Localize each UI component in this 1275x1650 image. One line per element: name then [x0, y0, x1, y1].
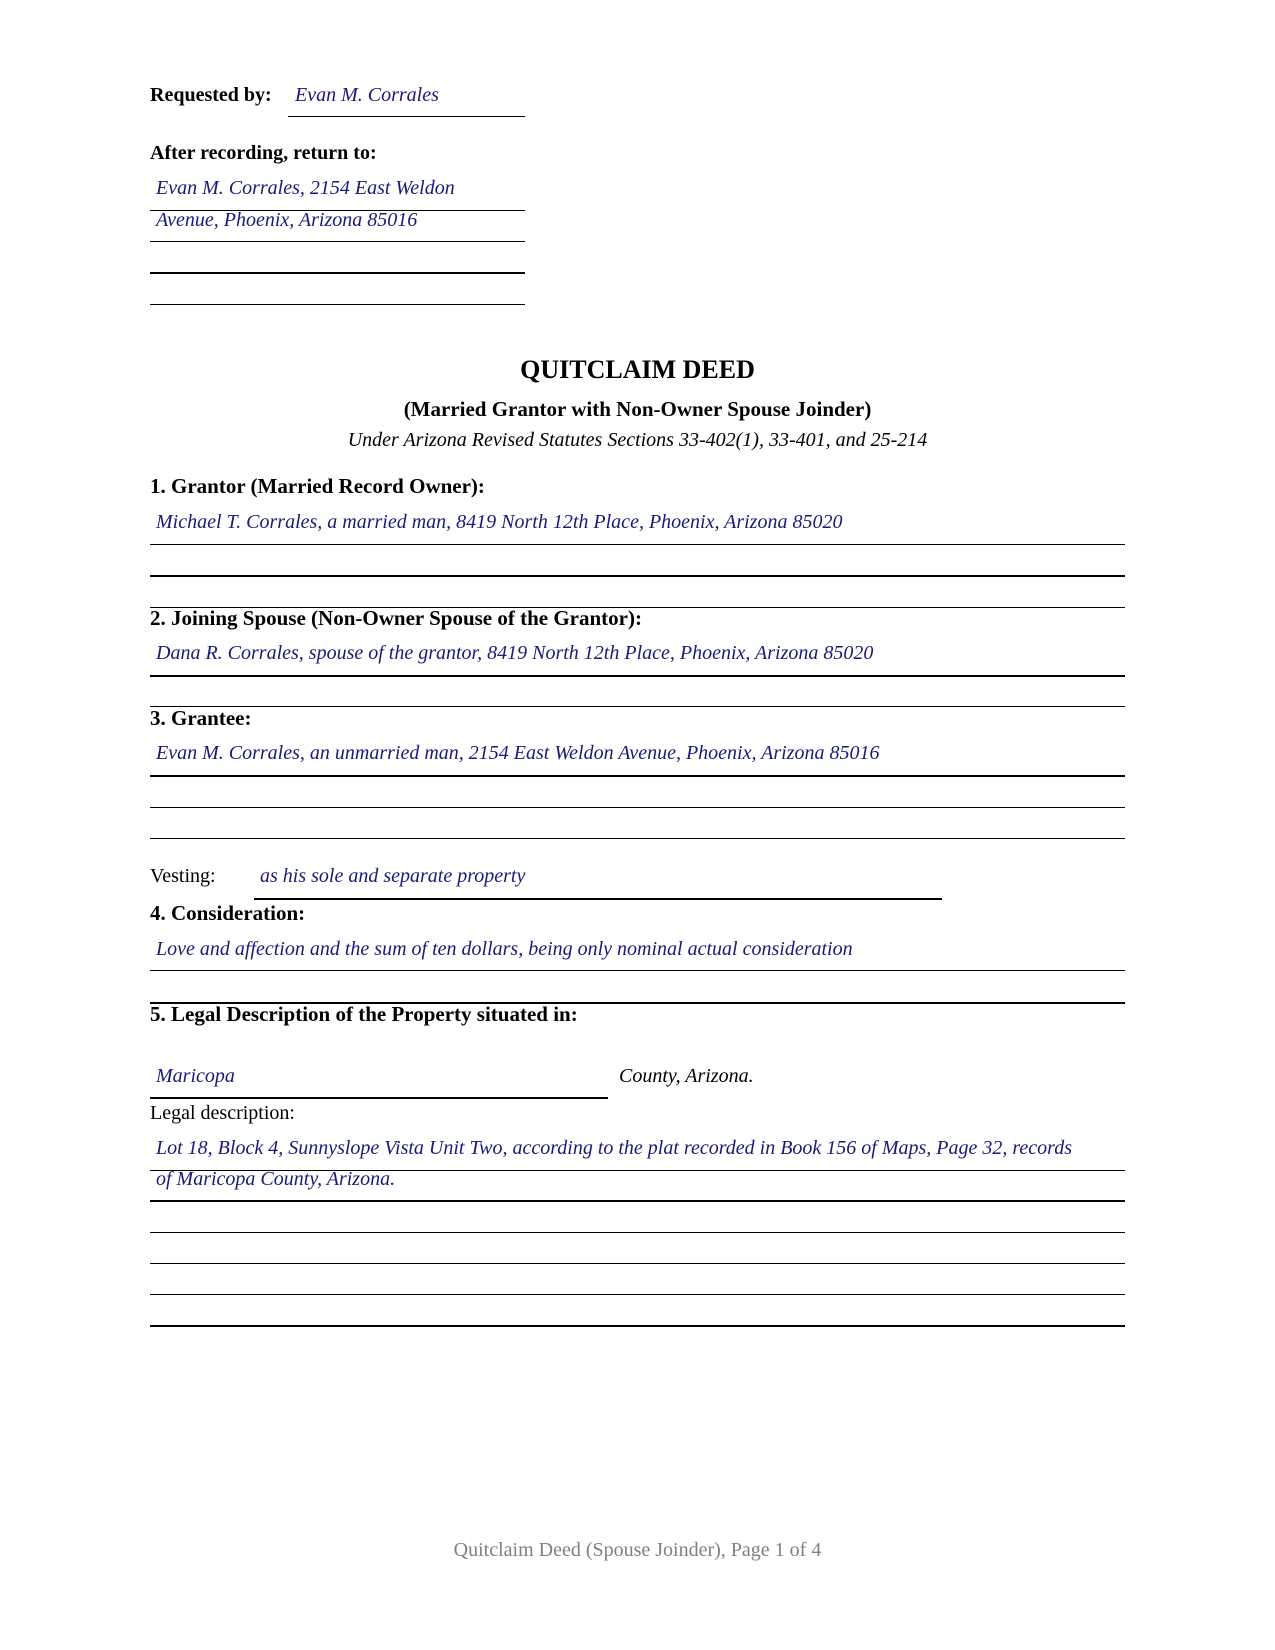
grantor-label: 1. Grantor (Married Record Owner): — [150, 474, 485, 498]
grantor-underline-2 — [150, 575, 1125, 577]
legal-description-label: Legal description: — [150, 1102, 295, 1124]
requested-by-label: Requested by: — [150, 84, 272, 106]
grantee-underline-2 — [150, 807, 1125, 808]
legal-description-line-2[interactable]: of Maricopa County, Arizona. — [156, 1168, 396, 1190]
county-underline — [150, 1097, 608, 1099]
document-subtitle: (Married Grantor with Non-Owner Spouse Joinder) — [403, 397, 872, 421]
legal-description-underline-2 — [150, 1200, 1125, 1202]
grantee-underline-1 — [150, 775, 1125, 777]
return-to-label: After recording, return to: — [150, 142, 377, 164]
grantor-underline-1 — [150, 544, 1125, 545]
grantee-label: 3. Grantee: — [150, 706, 252, 730]
legal-description-heading: 5. Legal Description of the Property situated in: — [150, 1002, 578, 1026]
legal-description-underline-3 — [150, 1232, 1125, 1233]
return-to-line-2[interactable]: Avenue, Phoenix, Arizona 85016 — [156, 209, 418, 231]
grantee-underline-3 — [150, 838, 1125, 839]
return-to-underline-3 — [150, 272, 525, 274]
vesting-label: Vesting: — [150, 865, 216, 887]
spouse-label: 2. Joining Spouse (Non-Owner Spouse of the Grantor): — [150, 606, 642, 630]
legal-description-underline-5 — [150, 1294, 1125, 1295]
spouse-underline-1 — [150, 675, 1125, 677]
legal-description-underline-6 — [150, 1325, 1125, 1327]
return-to-underline-4 — [150, 304, 525, 305]
county-suffix: County, Arizona. — [619, 1065, 754, 1087]
requested-by-underline — [288, 116, 525, 117]
consideration-label: 4. Consideration: — [150, 901, 306, 925]
statute-reference: Under Arizona Revised Statutes Sections 33-402(1), 33-401, and 25-214 — [347, 429, 928, 451]
grantee-field[interactable]: Evan M. Corrales, an unmarried man, 2154 East Weldon Avenue, Phoenix, Arizona 85016 — [156, 742, 880, 764]
vesting-underline — [254, 898, 942, 900]
return-to-line-1[interactable]: Evan M. Corrales, 2154 East Weldon — [156, 177, 455, 199]
grantor-field[interactable]: Michael T. Corrales, a married man, 8419 North 12th Place, Phoenix, Arizona 85020 — [156, 511, 843, 533]
consideration-underline-1 — [150, 970, 1125, 971]
consideration-field[interactable]: Love and affection and the sum of ten dollars, being only nominal actual consideration — [156, 938, 853, 960]
spouse-field[interactable]: Dana R. Corrales, spouse of the grantor, 8419 North 12th Place, Phoenix, Arizona 85020 — [156, 642, 874, 664]
return-to-underline-2 — [150, 241, 525, 242]
vesting-field[interactable]: as his sole and separate property — [260, 865, 526, 887]
legal-description-underline-4 — [150, 1263, 1125, 1264]
legal-description-line-1[interactable]: Lot 18, Block 4, Sunnyslope Vista Unit Two, according to the plat recorded in Book 156 of Maps, Page 32, records — [156, 1137, 1072, 1159]
county-field[interactable]: Maricopa — [156, 1065, 235, 1087]
page-footer: Quitclaim Deed (Spouse Joinder), Page 1 of 4 — [453, 1539, 822, 1561]
requested-by-field[interactable]: Evan M. Corrales — [295, 84, 439, 106]
spouse-underline-2 — [150, 706, 1125, 707]
document-title: QUITCLAIM DEED — [520, 355, 755, 384]
